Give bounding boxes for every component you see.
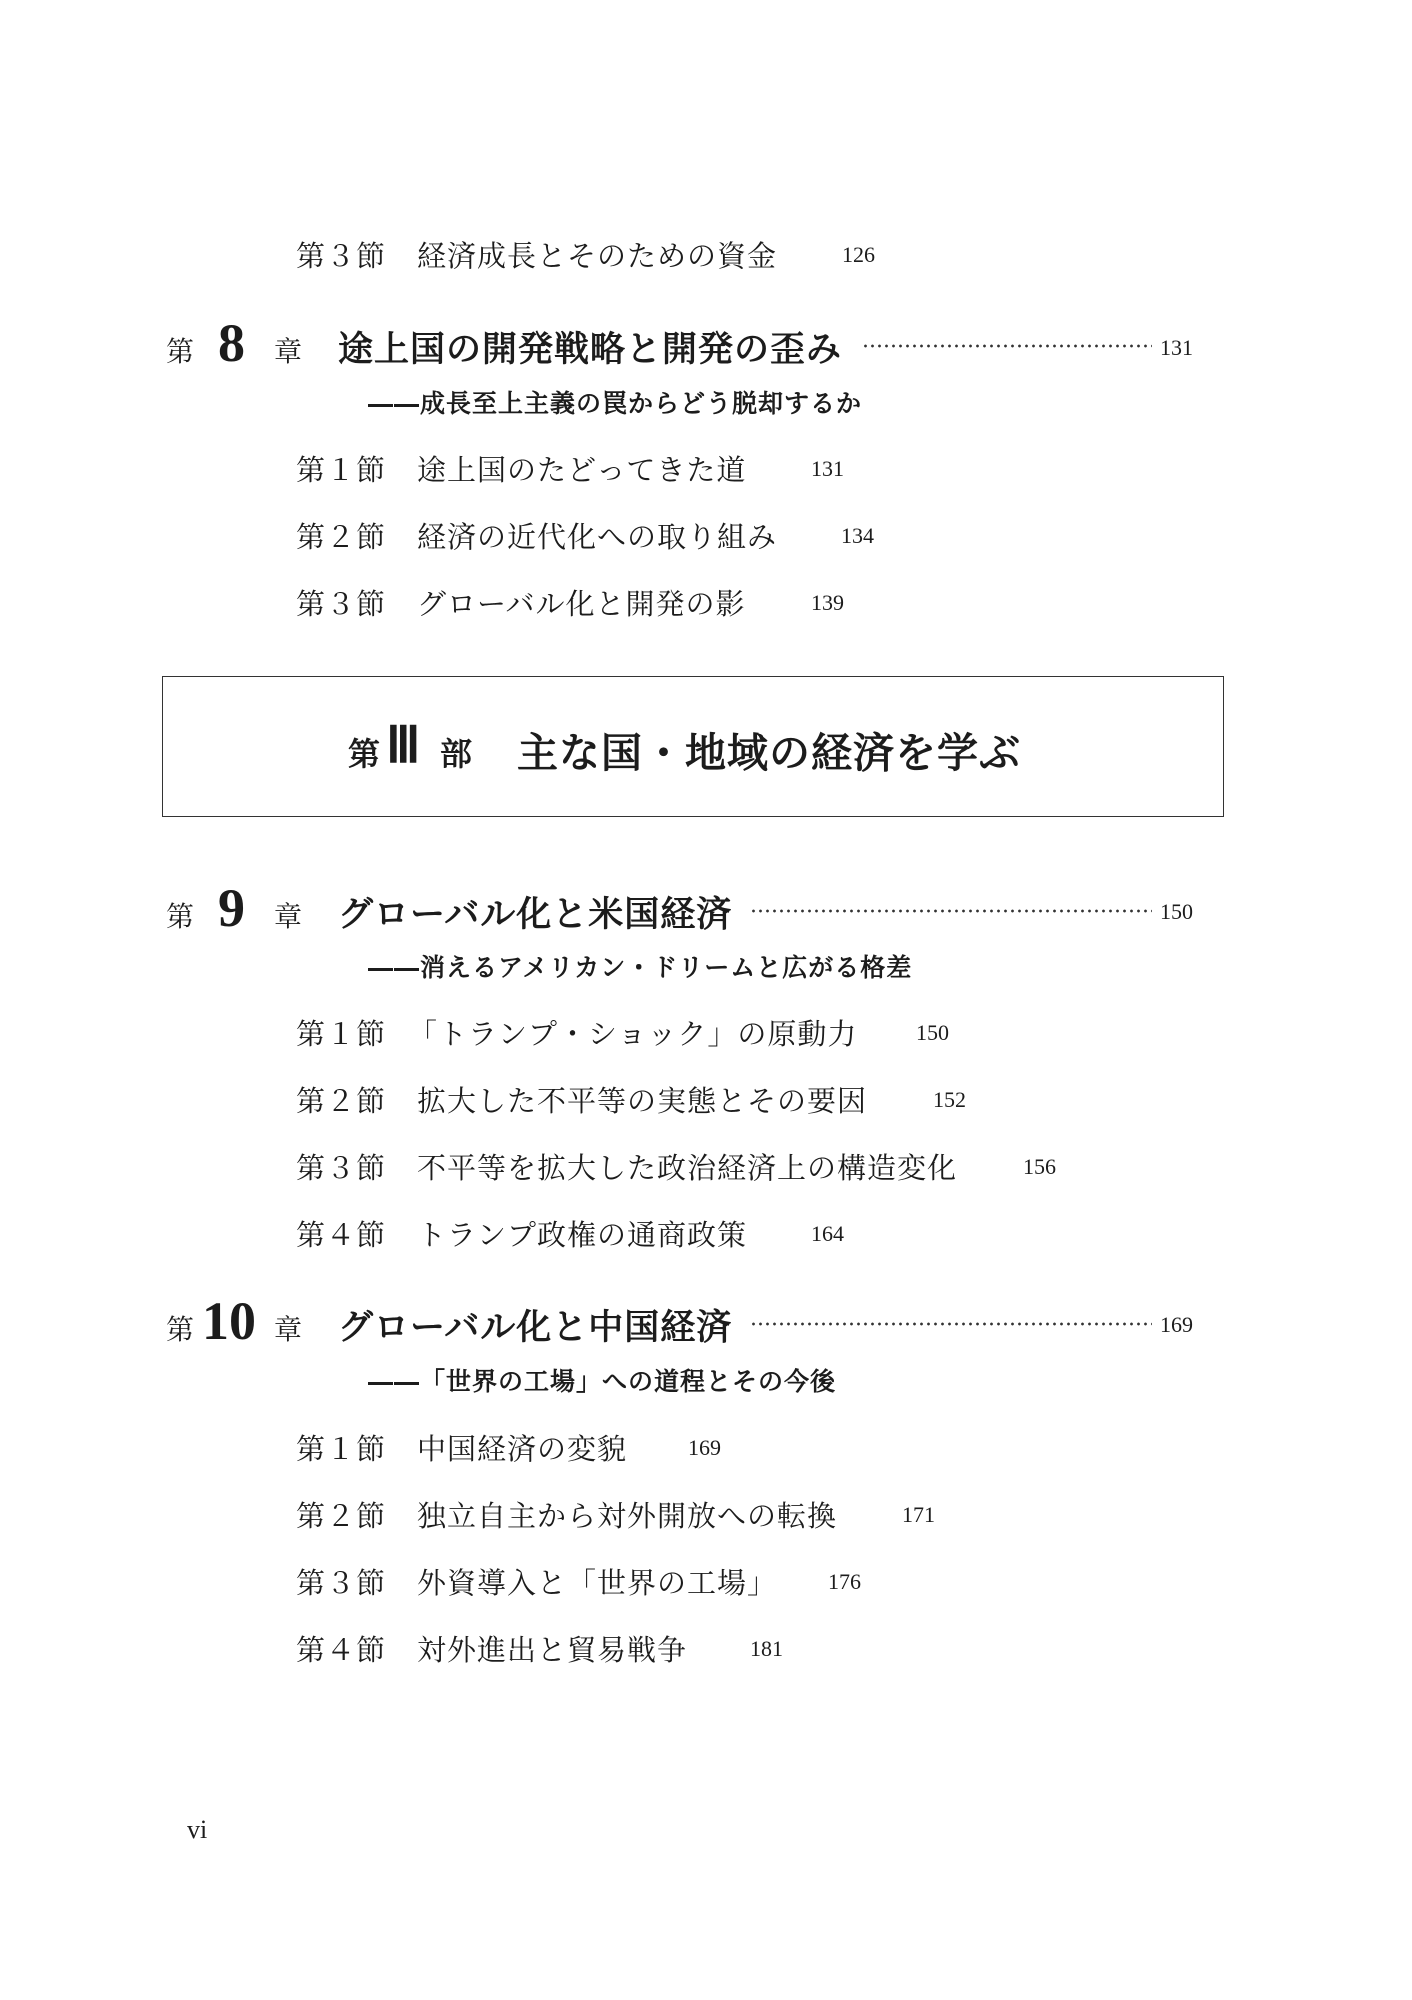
section-page: 152: [933, 1087, 966, 1112]
section-page: 126: [842, 242, 875, 267]
chapter-page: 169: [1160, 1312, 1193, 1337]
section-label: 第１節: [296, 1432, 387, 1466]
chapter-page: 150: [1160, 899, 1193, 924]
section-label: 第３節: [296, 239, 387, 273]
section-title[interactable]: 途上国のたどってきた道: [417, 453, 747, 487]
chapter-title[interactable]: グローバル化と中国経済: [338, 1307, 733, 1348]
section-page: 156: [1023, 1154, 1056, 1179]
section-title[interactable]: 拡大した不平等の実態とその要因: [417, 1084, 868, 1118]
part-suffix: 部: [440, 735, 473, 773]
section-title[interactable]: 「トランプ・ショック」の原動力: [408, 1017, 858, 1051]
part-title[interactable]: 主な国・地域の経済を学ぶ: [517, 729, 1021, 777]
section-label: 第３節: [296, 1151, 387, 1185]
chapter-page: 131: [1160, 335, 1193, 360]
section-label: 第１節: [296, 453, 387, 487]
page-folio: vi: [187, 1815, 208, 1844]
section-page: 171: [902, 1502, 935, 1527]
section-page: 131: [811, 456, 844, 481]
section-title[interactable]: 経済成長とそのための資金: [417, 239, 778, 273]
chapter-title[interactable]: 途上国の開発戦略と開発の歪み: [338, 329, 843, 370]
section-title[interactable]: 対外進出と貿易戦争: [417, 1633, 688, 1667]
section-label: 第３節: [296, 1566, 387, 1600]
chapter-subtitle: ――消えるアメリカン・ドリームと広がる格差: [368, 953, 913, 982]
section-page: 164: [811, 1221, 844, 1246]
section-page: 134: [841, 523, 874, 548]
section-label: 第３節: [296, 587, 387, 621]
chapter-number: 10: [202, 1291, 256, 1351]
section-label: 第４節: [296, 1633, 387, 1667]
part-prefix: 第: [348, 735, 381, 773]
section-label: 第２節: [296, 520, 387, 554]
section-title[interactable]: 外資導入と「世界の工場」: [417, 1566, 778, 1600]
chapter-prefix: 第: [166, 335, 195, 368]
section-page: 181: [750, 1636, 783, 1661]
chapter-title[interactable]: グローバル化と米国経済: [338, 894, 733, 935]
leader-dots: [750, 1322, 1152, 1326]
chapter-suffix: 章: [274, 1313, 303, 1346]
part-numeral: Ⅲ: [386, 717, 421, 773]
chapter-suffix: 章: [274, 900, 303, 933]
chapter-suffix: 章: [274, 335, 303, 368]
section-title[interactable]: 中国経済の変貌: [417, 1432, 628, 1466]
section-title[interactable]: トランプ政権の通商政策: [417, 1218, 748, 1252]
section-title[interactable]: 独立自主から対外開放への転換: [417, 1499, 838, 1533]
section-page: 150: [916, 1020, 949, 1045]
section-title[interactable]: 経済の近代化への取り組み: [417, 520, 778, 554]
chapter-prefix: 第: [166, 1313, 195, 1346]
section-label: 第２節: [296, 1499, 387, 1533]
chapter-subtitle: ――成長至上主義の罠からどう脱却するか: [368, 389, 863, 418]
section-label: 第１節: [296, 1017, 387, 1051]
section-page: 139: [811, 590, 844, 615]
section-label: 第２節: [296, 1084, 387, 1118]
section-page: 176: [828, 1569, 861, 1594]
section-page: 169: [688, 1435, 721, 1460]
leader-dots: [862, 344, 1152, 348]
section-label: 第４節: [296, 1218, 387, 1252]
chapter-prefix: 第: [166, 900, 195, 933]
chapter-subtitle: ――「世界の工場」への道程とその今後: [368, 1367, 837, 1396]
leader-dots: [750, 909, 1152, 913]
section-title[interactable]: グローバル化と開発の影: [417, 587, 746, 621]
section-title[interactable]: 不平等を拡大した政治経済上の構造変化: [417, 1151, 958, 1185]
chapter-number: 9: [218, 878, 245, 938]
chapter-number: 8: [218, 313, 245, 373]
